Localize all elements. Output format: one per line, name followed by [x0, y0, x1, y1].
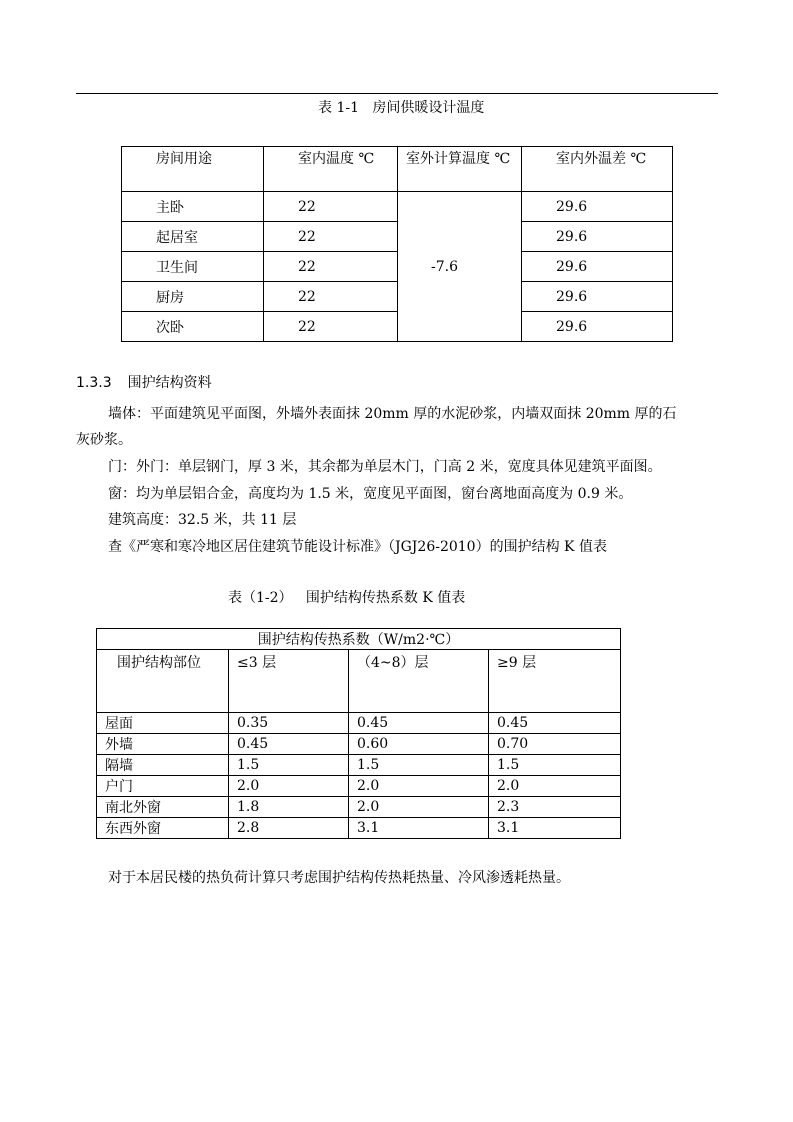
temp-diff: 29.6: [522, 282, 673, 312]
k-value: 2.0: [229, 776, 349, 797]
section-title: 围护结构资料: [127, 375, 212, 391]
table-row: [97, 713, 621, 734]
indoor-temp: 22: [264, 192, 398, 222]
k-value: 1.5: [229, 755, 349, 776]
table1-caption: 表 1-1 房间供暖设计温度: [318, 100, 485, 116]
table-title-row: [97, 629, 621, 650]
indoor-temp: 22: [264, 282, 398, 312]
table-row: [97, 734, 621, 755]
room-name: 起居室: [122, 222, 264, 252]
wall-paragraph-line1: 墙体：平面建筑见平面图，外墙外表面抹 20mm 厚的水泥砂浆，内墙双面抹 20mm 厚的石: [108, 406, 677, 422]
part-name: 东西外窗: [97, 818, 229, 839]
table-row: [122, 192, 673, 222]
k-value: 0.45: [349, 713, 489, 734]
header-room-use: 房间用途: [122, 147, 264, 192]
table-row: [122, 312, 673, 342]
part-name: 屋面: [97, 713, 229, 734]
standard-reference-paragraph: 查《严寒和寒冷地区居住建筑节能设计标准》（JGJ26-2010）的围护结构 K 值表: [108, 539, 607, 555]
section-number: 1.3.3: [76, 375, 112, 391]
part-name: 南北外窗: [97, 797, 229, 818]
building-height-paragraph: 建筑高度：32.5 米，共 11 层: [108, 512, 297, 528]
temp-diff: 29.6: [522, 222, 673, 252]
k-value: 0.70: [489, 734, 621, 755]
temp-diff: 29.6: [522, 192, 673, 222]
part-name: 户门: [97, 776, 229, 797]
k-value: 2.0: [489, 776, 621, 797]
table-row: [122, 222, 673, 252]
header-temp-diff: 室内外温差 ℃: [522, 147, 673, 192]
table-row: [97, 776, 621, 797]
temp-diff: 29.6: [522, 312, 673, 342]
k-value: 3.1: [349, 818, 489, 839]
room-temperature-table: [121, 146, 673, 342]
table-row: [97, 818, 621, 839]
k-value: 0.45: [489, 713, 621, 734]
header-indoor-temp: 室内温度 ℃: [264, 147, 398, 192]
table-row: [97, 755, 621, 776]
header-le3: ≤3 层: [229, 650, 349, 713]
table-header-row: [122, 147, 673, 192]
wall-paragraph-line2: 灰砂浆。: [76, 432, 132, 448]
part-name: 隔墙: [97, 755, 229, 776]
table-row: [97, 797, 621, 818]
k-value: 2.3: [489, 797, 621, 818]
temp-diff: 29.6: [522, 252, 673, 282]
k-value: 1.5: [489, 755, 621, 776]
indoor-temp: 22: [264, 222, 398, 252]
k-value: 1.8: [229, 797, 349, 818]
table2-caption: 表（1-2） 围护结构传热系数 K 值表: [228, 590, 466, 606]
door-paragraph: 门：外门：单层钢门，厚 3 米，其余都为单层木门，门高 2 米，宽度具体见建筑平面图。: [108, 459, 662, 475]
table-row: [122, 282, 673, 312]
indoor-temp: 22: [264, 312, 398, 342]
room-name: 卫生间: [122, 252, 264, 282]
header-part: 围护结构部位: [97, 650, 229, 713]
room-name: 主卧: [122, 192, 264, 222]
room-name: 厨房: [122, 282, 264, 312]
k-value: 3.1: [489, 818, 621, 839]
header-4to8: （4~8）层: [349, 650, 489, 713]
k-value: 0.45: [229, 734, 349, 755]
k-value: 0.60: [349, 734, 489, 755]
k-value: 0.35: [229, 713, 349, 734]
outdoor-temp: -7.6: [398, 192, 522, 342]
k-value: 2.8: [229, 818, 349, 839]
part-name: 外墙: [97, 734, 229, 755]
conclusion-paragraph: 对于本居民楼的热负荷计算只考虑围护结构传热耗热量、冷风渗透耗热量。: [108, 870, 570, 886]
table-header-row: [97, 650, 621, 713]
room-name: 次卧: [122, 312, 264, 342]
header-ge9: ≥9 层: [489, 650, 621, 713]
table-title: 围护结构传热系数（W/m2·℃）: [97, 629, 621, 650]
header-rule: [76, 93, 718, 94]
k-value: 2.0: [349, 776, 489, 797]
header-outdoor-temp: 室外计算温度 ℃: [398, 147, 522, 192]
table-row: [122, 252, 673, 282]
indoor-temp: 22: [264, 252, 398, 282]
k-value: 1.5: [349, 755, 489, 776]
window-paragraph: 窗：均为单层铝合金，高度均为 1.5 米，宽度见平面图，窗台离地面高度为 0.9 米。: [108, 486, 633, 502]
k-value: 2.0: [349, 797, 489, 818]
section-heading: [76, 372, 212, 392]
k-value-table: [96, 628, 621, 839]
